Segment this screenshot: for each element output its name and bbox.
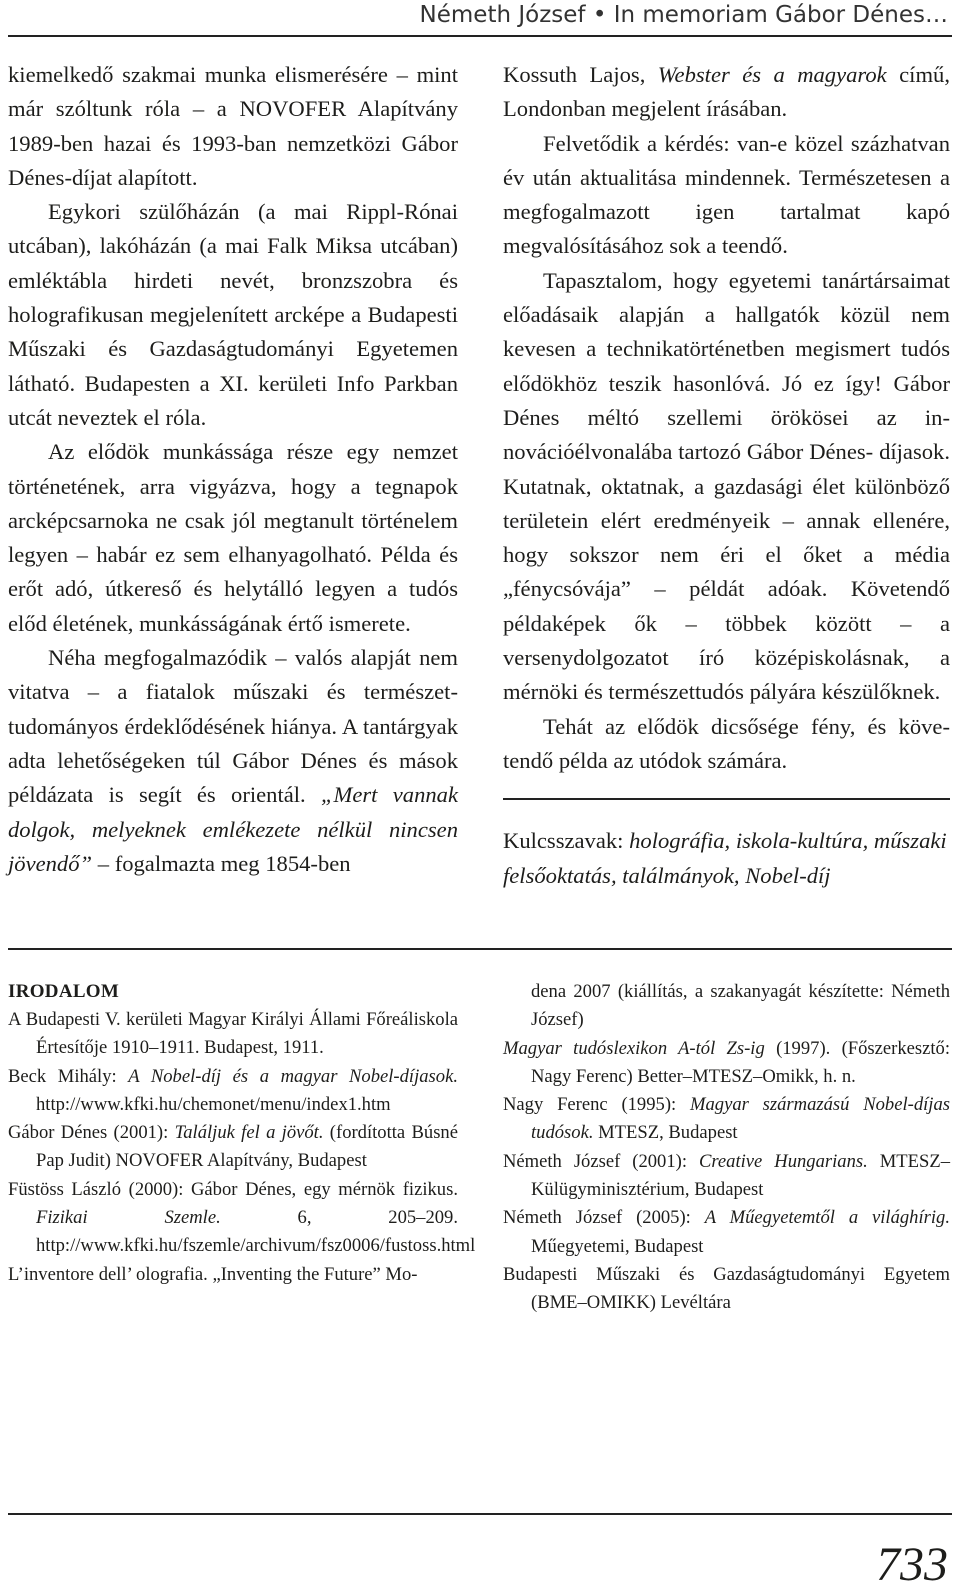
- reference-text: MTESZ, Budapest: [593, 1122, 738, 1144]
- paragraph: [8, 641, 458, 881]
- reference-text: (fordította Búsné Pap Judit) NOVOFER Alapítvány, Budapest: [36, 1122, 458, 1172]
- work-title: Webster és a magyarok: [657, 62, 887, 87]
- reference-item: [503, 1035, 950, 1092]
- body-column-right: [503, 58, 950, 893]
- references-heading: IRODALOM: [8, 981, 120, 1002]
- reference-item: A Budapesti V. kerületi Magyar Királyi Állami Főreáliskola Értesítője 1910–1911. Budapest, 1911.: [8, 1009, 458, 1059]
- paragraph-text: Néha megfogalmazódik – valós alapját nem vitatva – a fiatalok műszaki és természettudományos érdeklődésének hiánya. A tantárgyak adta lehetőségeken túl Gábor Dénes és mások példázata is segít és orientál.: [8, 645, 458, 808]
- reference-title: Magyar származású Nobel-díjas tudósok.: [531, 1094, 950, 1144]
- body-column-left: [8, 58, 458, 881]
- reference-item: [8, 1063, 458, 1120]
- paragraph: [503, 58, 950, 127]
- paragraph-text: Kossuth Lajos,: [503, 62, 658, 87]
- reference-item-continued: [503, 978, 950, 1035]
- references-column-left: [8, 978, 476, 1289]
- keywords-list: holográfia, iskola-kultúra, műszaki felsőoktatás, találmányok, Nobel-díj: [503, 828, 947, 888]
- reference-text: (1997). (Főszerkesztő: Nagy Ferenc) Better–MTESZ–Omikk, h. n.: [531, 1037, 950, 1087]
- paragraph-text: – fogalmazta meg 1854-ben: [92, 850, 351, 876]
- paragraph: Tapasztalom, hogy egyetemi tanártársaimat előadásaik alapján a hallgatók közül nem kevesen a technikatörténetben megismert tudós elődökhöz teszik hasonlóvá. Jó ez így! Gábor Dénes méltó szellemi örökösei az innovációélvonalába tartozó Gábor Dénes- díjasok. Kutatnak, oktatnak, a gazdasági élet különböző területein elért eredményeik – annak ellenére, hogy sokszor nem éri el őket a média „fénycsóvája” – példát adóak. Követendő példaképek ők – többek között – a versenydolgozatot író középiskolásnak, a mérnöki és természettudós pályára készülőknek.: [503, 267, 950, 705]
- reference-item: [503, 1091, 950, 1148]
- header-rule: [8, 35, 952, 37]
- paragraph: kiemelkedő szakmai munka elismerésére – mint már szóltunk róla – a NOVOFER Alapítvány 1989-ben hazai és 1993-ban nemzetközi Gábor Dénes-díjat alapított.: [8, 62, 458, 190]
- reference-title: Fizikai Szemle.: [36, 1207, 221, 1229]
- reference-item: [503, 1204, 950, 1261]
- reference-title: A Műegyetemtől a világhírig.: [704, 1207, 950, 1229]
- reference-title: A Nobel-díj és a magyar Nobel-díjasok.: [128, 1065, 458, 1087]
- running-head: Németh József • In memoriam Gábor Dénes…: [419, 2, 948, 28]
- references-column-right: [503, 978, 950, 1318]
- reference-title: Találjuk fel a jövőt.: [174, 1122, 324, 1144]
- reference-text: Műegyetemi, Budapest: [531, 1235, 704, 1257]
- reference-title: Magyar tudóslexikon A-tól Zs-ig: [503, 1037, 765, 1059]
- paragraph: Egykori szülőházán (a mai Rippl-Rónai utcában), lakóházán (a mai Falk Miksa utcában) emléktábla hirdeti nevét, bronzszobra és holografikusan megjelenített arcképe a Budapesti Műszaki és Gazdaságtudományi Egyetemen látható. Budapesten a XI. kerületi Info Parkban utcát neveztek el róla.: [8, 199, 458, 430]
- reference-url: http://www.kfki.hu/chemonet/menu/index1.htm: [36, 1093, 391, 1115]
- quote: „Mert vannak dolgok, melyeknek emlékezete nélkül nincsen jövendő”: [8, 782, 458, 876]
- reference-item: [8, 1176, 476, 1261]
- reference-item: [503, 1148, 950, 1205]
- paragraph: Tehát az elődök dicsősége fény, és követendő példa az utódok számára.: [503, 713, 950, 773]
- reference-text: Németh József (2005):: [503, 1207, 705, 1229]
- reference-text: Füstöss László (2000): Gábor Dénes, egy mérnök fizikus.: [8, 1178, 458, 1200]
- keywords-label: Kulcsszavak:: [503, 828, 624, 854]
- keywords: [503, 824, 950, 893]
- page-number: 733: [876, 1538, 948, 1591]
- reference-text: 6, 205–209. http://www.kfki.hu/fszemle/archivum/fsz0006/fustoss.html: [36, 1207, 476, 1257]
- reference-text: Gábor Dénes (2001):: [8, 1122, 175, 1144]
- reference-item: [8, 1119, 458, 1176]
- paragraph-text: című, Londonban megjelent írásában.: [503, 62, 950, 122]
- reference-item: L’inventore dell’ olografia. „Inventing the Future” Mo-: [8, 1263, 418, 1285]
- reference-item: Budapesti Műszaki és Gazdaságtudományi Egyetem (BME–OMIKK) Levéltára: [503, 1263, 950, 1314]
- reference-text: Nagy Ferenc (1995):: [503, 1094, 690, 1116]
- reference-text: MTESZ–Külügyminisztérium, Budapest: [531, 1150, 950, 1201]
- keywords-rule: [503, 798, 950, 800]
- reference-text: dena 2007 (kiállítás, a szakanyagát készítette: Németh József): [531, 981, 950, 1031]
- reference-title: Creative Hungarians.: [698, 1150, 868, 1172]
- paragraph: Az elődök munkássága része egy nemzet történetének, arra vigyázva, hogy a tegnapok arcképcsarnoka ne csak jól megtanult történelem legyen – habár ez sem elhanyagolható. Példa és erőt adó, útkereső és helytálló legyen a tudós előd életének, munkásságának értő ismerete.: [8, 439, 458, 636]
- section-rule: [8, 948, 952, 950]
- paragraph: Felvetődik a kérdés: van-e közel százhatvan év után aktualitása mindennek. Természetesen a megfogalmazott igen tartalmat kapó megvalósításához sok a teendő.: [503, 130, 950, 259]
- footer-rule: [8, 1513, 952, 1515]
- reference-text: Németh József (2001):: [503, 1150, 699, 1172]
- reference-text: Beck Mihály:: [8, 1065, 129, 1087]
